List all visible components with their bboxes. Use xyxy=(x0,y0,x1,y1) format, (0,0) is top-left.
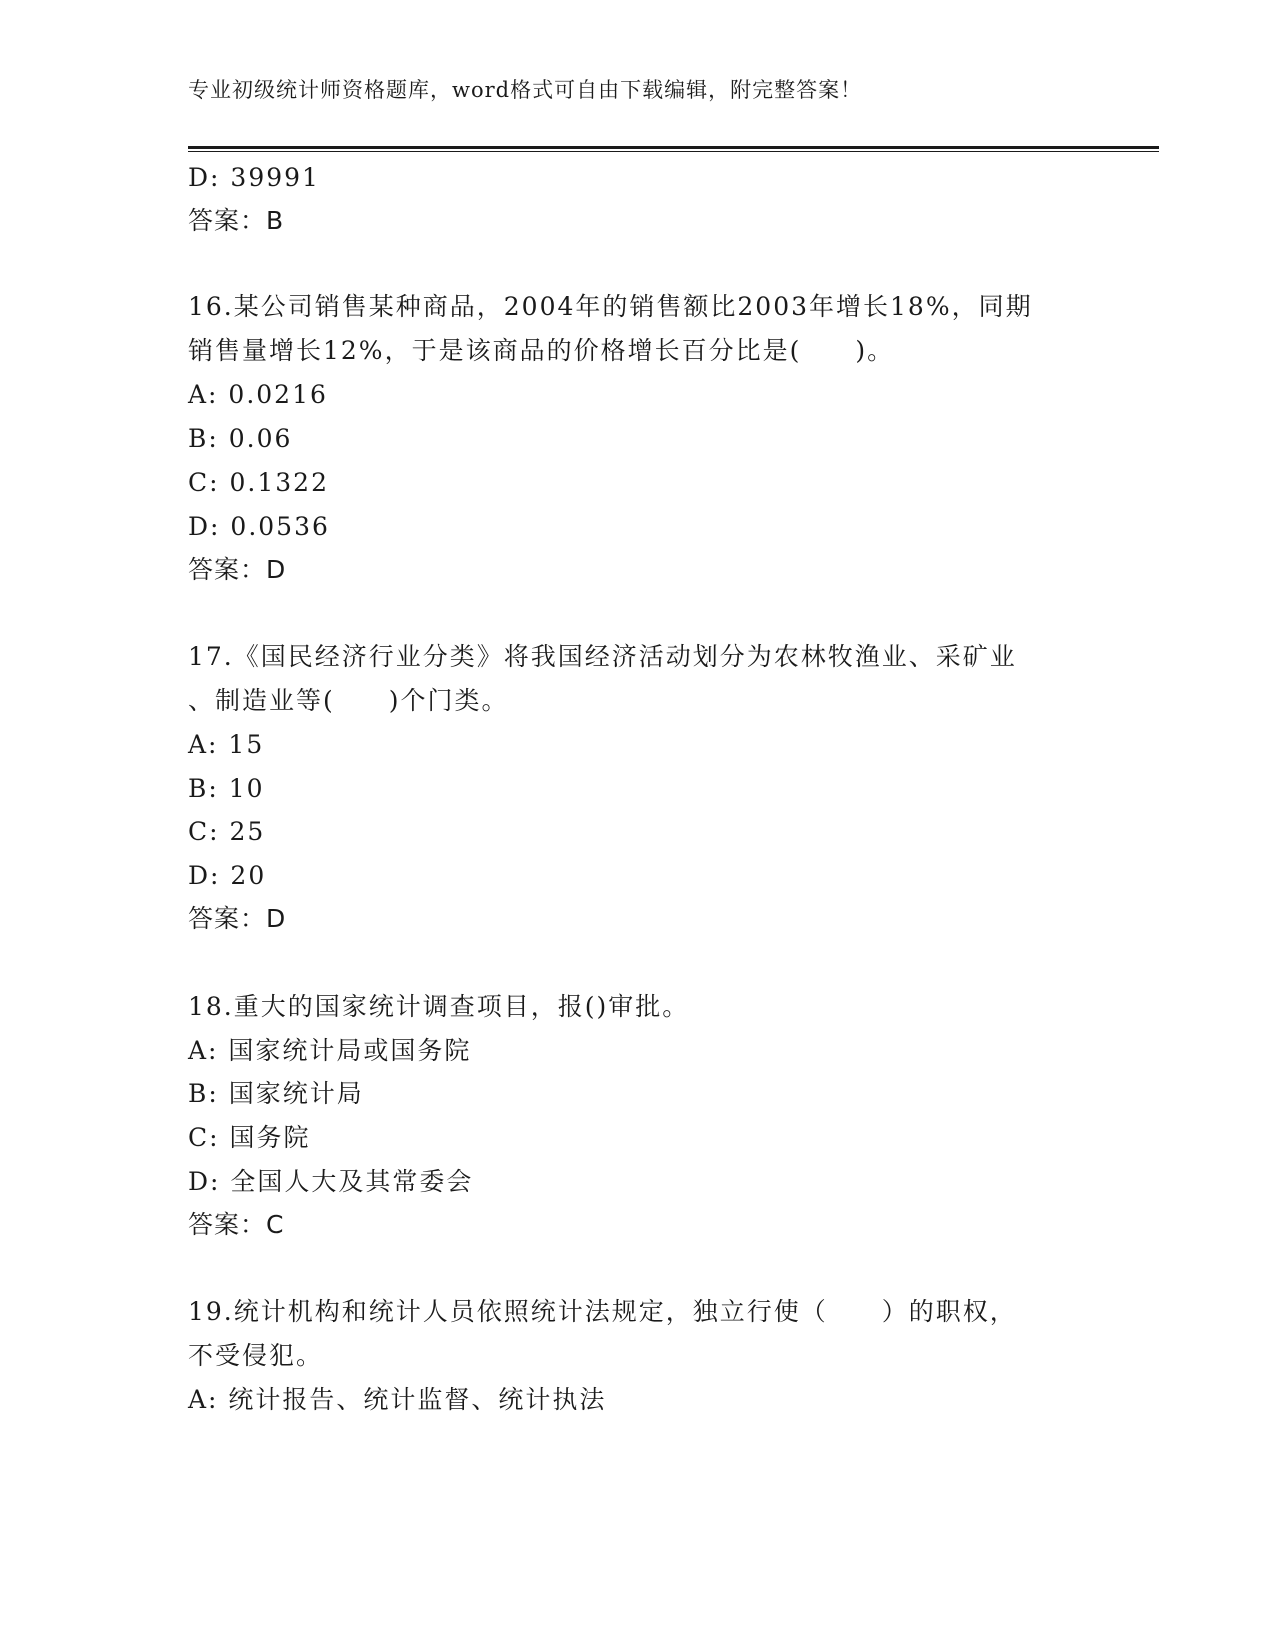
question-17-text-line2: 、制造业等( )个门类。 xyxy=(188,686,509,715)
question-17-answer: 答案：D xyxy=(188,904,287,933)
question-16-option-c: C: 0.1322 xyxy=(188,468,329,497)
question-16-option-d: D: 0.0536 xyxy=(188,512,330,541)
question-19-text-line2: 不受侵犯。 xyxy=(188,1341,324,1370)
question-18-option-c: C: 国务院 xyxy=(188,1123,311,1152)
question-17-option-c: C: 25 xyxy=(188,817,266,846)
question-17-option-b: B: 10 xyxy=(188,774,265,803)
question-18-option-d: D: 全国人大及其常委会 xyxy=(188,1167,474,1196)
question-18-answer: 答案：C xyxy=(188,1210,285,1239)
question-16-answer: 答案：D xyxy=(188,555,287,584)
question-18-option-b: B: 国家统计局 xyxy=(188,1079,364,1108)
question-17-option-a: A: 15 xyxy=(188,730,265,759)
header-rule-thin xyxy=(188,151,1159,152)
header-rule-thick xyxy=(188,146,1159,149)
prev-option-d: D: 39991 xyxy=(188,163,320,192)
prev-answer: 答案：B xyxy=(188,206,285,235)
question-18-text-line1: 18.重大的国家统计调查项目，报()审批。 xyxy=(188,992,690,1021)
question-17-text-line1: 17.《国民经济行业分类》将我国经济活动划分为农林牧渔业、采矿业 xyxy=(188,642,1017,671)
question-17-option-d: D: 20 xyxy=(188,861,267,890)
question-19-option-a: A: 统计报告、统计监督、统计执法 xyxy=(188,1385,607,1414)
question-16-text-line1: 16.某公司销售某种商品，2004年的销售额比2003年增长18%，同期 xyxy=(188,292,1033,321)
question-16-option-a: A: 0.0216 xyxy=(188,380,328,409)
question-18-option-a: A: 国家统计局或国务院 xyxy=(188,1036,472,1065)
page-header: 专业初级统计师资格题库，word格式可自由下载编辑，附完整答案！ xyxy=(188,78,863,102)
question-16-text-line2: 销售量增长12%，于是该商品的价格增长百分比是( )。 xyxy=(188,336,895,365)
question-19-text-line1: 19.统计机构和统计人员依照统计法规定，独立行使（ ）的职权， xyxy=(188,1297,1017,1326)
question-16-option-b: B: 0.06 xyxy=(188,424,293,453)
